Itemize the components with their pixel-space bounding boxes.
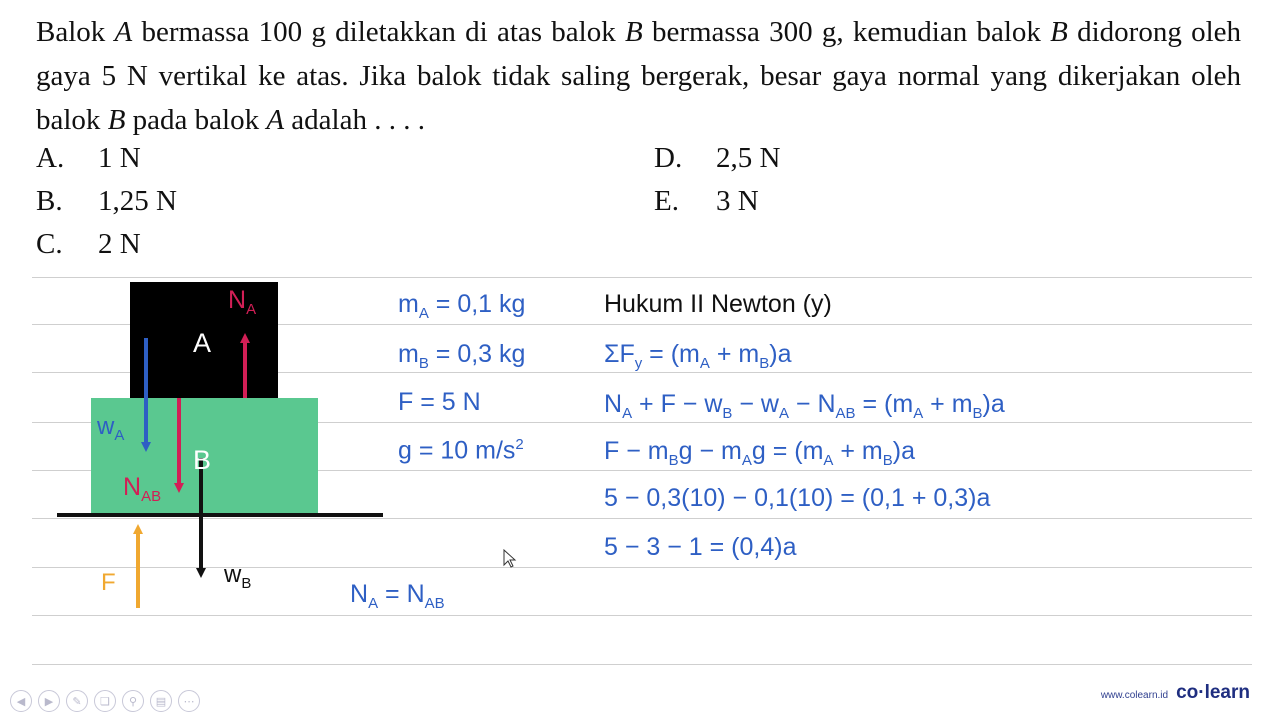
option-e: E. 3 N bbox=[654, 185, 759, 217]
option-c: C. 2 N bbox=[36, 228, 141, 260]
next-icon[interactable]: ▶ bbox=[38, 690, 60, 712]
player-toolbar bbox=[10, 690, 200, 718]
solution-line-2: $N_A + F - w_B - w_A - N_{AB} = (m_A + m_B)a$ bbox=[604, 390, 1005, 422]
gravity-value: g = 10 $m/s^2$ bbox=[398, 436, 524, 465]
prev-icon[interactable]: ◀ bbox=[10, 690, 32, 712]
option-d: D. 2,5 N bbox=[654, 142, 781, 174]
solution-line-3: $F - m_Bg - m_Ag = (m_A + m_B)a$ bbox=[604, 437, 915, 469]
brand-url[interactable]: www.colearn.id bbox=[1100, 690, 1169, 701]
solution-line-5: 5 − 3 − 1 = (0,4)a bbox=[604, 533, 797, 561]
chat-icon[interactable]: ▤ bbox=[150, 690, 172, 712]
weight-a-label: $w_A$ bbox=[97, 413, 125, 444]
mouse-cursor-icon bbox=[503, 549, 517, 569]
solution-conclusion: $N_A = N_{AB}$ bbox=[350, 580, 445, 612]
force-f-label: F bbox=[101, 569, 116, 596]
mass-a-value: $m_A = 0,1$ kg bbox=[398, 290, 526, 322]
block-b-label: B bbox=[193, 445, 212, 475]
question-text: Balok A bermassa 100 g diletakkan di atas balok B bermassa 300 g, kemudian balok B didorong oleh gaya 5 N vertikal ke atas. Jika balok tidak saling bergerak, besar gaya normal yang dikerjakan oleh balok B pada balok A adalah . . . . bbox=[36, 16, 1241, 136]
force-value: F = 5 N bbox=[398, 388, 481, 416]
solution-line-1: $\Sigma F_y = (m_A + m_B)a$ bbox=[604, 340, 792, 372]
brand-logo: co·learn bbox=[1176, 682, 1250, 703]
mass-b-value: $m_B = 0,3$ kg bbox=[398, 340, 526, 372]
brand bbox=[1101, 682, 1250, 704]
more-icon[interactable]: ⋯ bbox=[178, 690, 200, 712]
option-a: A. 1 N bbox=[36, 142, 141, 174]
option-b: B. 1,25 N bbox=[36, 185, 177, 217]
ruled-line bbox=[32, 664, 1252, 665]
free-body-diagram bbox=[0, 270, 400, 620]
pen-icon[interactable]: ✎ bbox=[66, 690, 88, 712]
normal-ab-label: $N_{AB}$ bbox=[123, 473, 162, 505]
solution-line-4: 5 − 0,3(10) − 0,1(10) = (0,1 + 0,3)a bbox=[604, 484, 991, 512]
solution-title: Hukum II Newton (y) bbox=[604, 290, 832, 318]
zoom-icon[interactable]: ⚲ bbox=[122, 690, 144, 712]
copy-icon[interactable]: ❏ bbox=[94, 690, 116, 712]
weight-b-label: $w_B$ bbox=[224, 561, 252, 592]
block-a-label: A bbox=[193, 328, 212, 358]
normal-a-label: $N_A$ bbox=[228, 286, 257, 318]
